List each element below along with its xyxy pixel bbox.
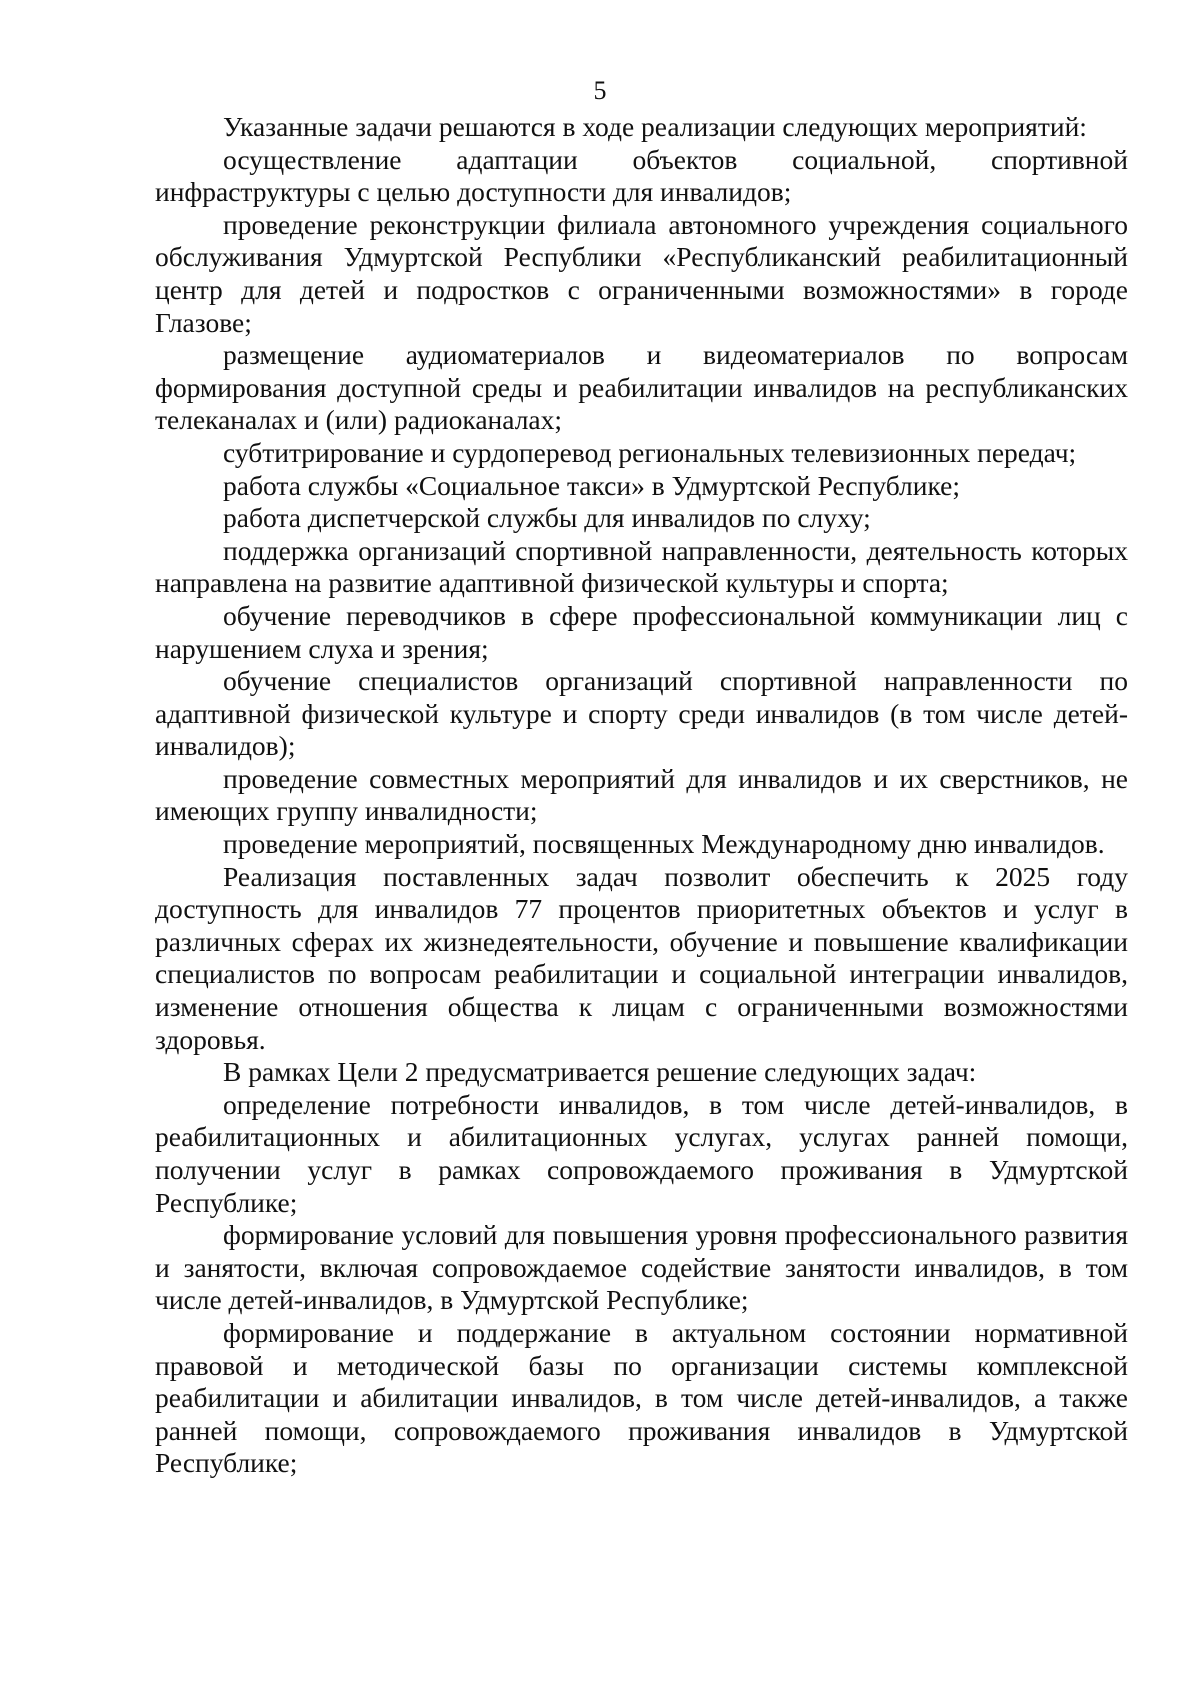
task-needs-paragraph: определение потребности инвалидов, в том числе детей-инвалидов, в реабилитационных и абилитационных услугах, услугах ранней помощи, получении услуг в рамках сопровождаемого проживания в Удмуртской Республике; <box>155 1088 1128 1218</box>
measure-sport-training-paragraph: обучение специалистов организаций спортивной направленности по адаптивной физической культуре и спорту среди инвалидов (в том числе детей-инвалидов); <box>155 665 1128 762</box>
outcome-paragraph: Реализация поставленных задач позволит обеспечить к 2025 году доступность для инвалидов 77 процентов приоритетных объектов и услуг в различных сферах их жизнедеятельности, обучение и повышение квалификации специалистов по вопросам реабилитации и социальной интеграции инвалидов, изменение отношения общества к лицам с ограниченными возможностями здоровья. <box>155 860 1128 1055</box>
measure-sport-support-paragraph: поддержка организаций спортивной направленности, деятельность которых направлена на развитие адаптивной физической культуры и спорта; <box>155 534 1128 599</box>
measure-subtitles-paragraph: субтитрирование и сурдоперевод региональных телевизионных передач; <box>223 436 1077 468</box>
page-number: 5 <box>593 76 607 105</box>
measure-joint-events-paragraph: проведение совместных мероприятий для инвалидов и их сверстников, не имеющих группу инвалидности; <box>155 762 1128 827</box>
measure-taxi-paragraph: работа службы «Социальное такси» в Удмуртской Республике; <box>223 469 960 501</box>
measure-disability-day-paragraph: проведение мероприятий, посвященных Международному дню инвалидов. <box>223 828 1105 860</box>
task-employment-paragraph: формирование условий для повышения уровня профессионального развития и занятости, включая сопровождаемое содействие занятости инвалидов, в том числе детей-инвалидов, в Удмуртской Республике; <box>155 1219 1128 1316</box>
task-regulatory-paragraph: формирование и поддержание в актуальном состоянии нормативной правовой и методической базы по организации системы комплексной реабилитации и абилитации инвалидов, в том числе детей-инвалидов, а также ранней помощи, сопровождаемого проживания инвалидов в Удмуртской Республике; <box>155 1316 1128 1479</box>
document-body <box>155 111 1128 1480</box>
measure-media-paragraph: размещение аудиоматериалов и видеоматериалов по вопросам формирования доступной среды и реабилитации инвалидов на республиканских телеканалах и (или) радиоканалах; <box>155 339 1128 436</box>
measure-adaptation-paragraph: осуществление адаптации объектов социальной, спортивной инфраструктуры с целью доступности для инвалидов; <box>155 143 1128 208</box>
intro-paragraph: Указанные задачи решаются в ходе реализации следующих мероприятий: <box>223 111 1087 142</box>
measure-reconstruction-paragraph: проведение реконструкции филиала автономного учреждения социального обслуживания Удмуртской Республики «Республиканский реабилитационный центр для детей и подростков с ограниченными возможностями» в городе Глазове; <box>155 208 1128 338</box>
measure-interpreters-paragraph: обучение переводчиков в сфере профессиональной коммуникации лиц с нарушением слуха и зрения; <box>155 599 1128 664</box>
goal-2-intro-paragraph: В рамках Цели 2 предусматривается решение следующих задач: <box>223 1056 977 1088</box>
measure-dispatch-paragraph: работа диспетчерской службы для инвалидов по слуху; <box>223 502 871 534</box>
